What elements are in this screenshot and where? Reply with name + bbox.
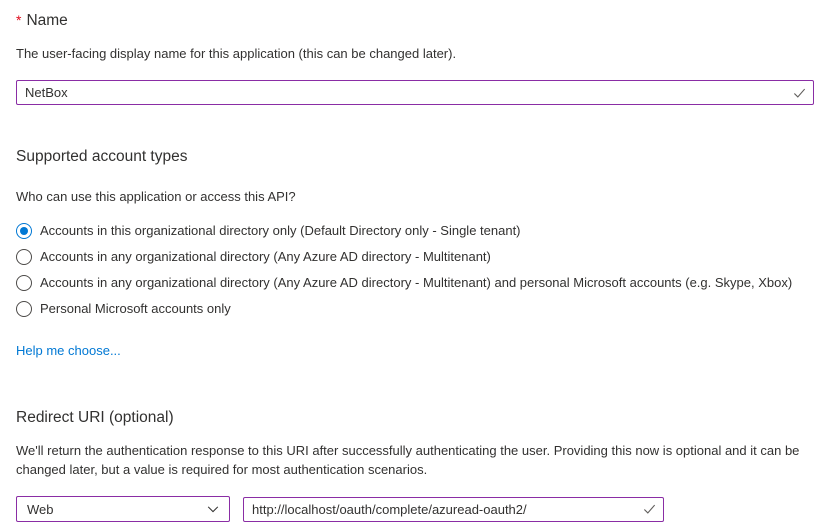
radio-option-label: Personal Microsoft accounts only [40, 301, 231, 316]
account-types-heading: Supported account types [16, 148, 188, 165]
redirect-uri-input-container [243, 497, 664, 522]
radio-option-label: Accounts in this organizational directory only (Default Directory only - Single tenant) [40, 223, 521, 238]
platform-select[interactable] [16, 496, 230, 522]
radio-option-single-tenant[interactable] [16, 218, 814, 244]
account-types-question: Who can use this application or access this API? [16, 189, 296, 204]
redirect-uri-input[interactable] [243, 497, 664, 522]
radio-option-label: Accounts in any organizational directory (Any Azure AD directory - Multitenant) [40, 249, 491, 264]
radio-option-multitenant[interactable] [16, 244, 814, 270]
radio-button-icon [16, 301, 32, 317]
radio-button-icon [16, 223, 32, 239]
name-description: The user-facing display name for this application (this can be changed later). [16, 46, 457, 61]
name-input[interactable] [16, 80, 814, 105]
redirect-uri-row [16, 496, 814, 522]
name-label: Name [26, 12, 68, 29]
platform-select-value: Web [27, 501, 54, 517]
radio-button-icon [16, 249, 32, 265]
radio-option-multitenant-personal[interactable] [16, 270, 814, 296]
redirect-uri-description: We'll return the authentication response to this URI after successfully authenticating the user. Providing this now is optional and it can be changed later, but a value is required for most authentication scenarios. [16, 443, 800, 477]
radio-option-label: Accounts in any organizational directory (Any Azure AD directory - Multitenant) and personal Microsoft accounts (e.g. Skype, Xbox) [40, 275, 793, 290]
required-asterisk: * [16, 12, 22, 28]
chevron-down-icon [206, 502, 220, 516]
name-section-heading [16, 11, 814, 30]
redirect-uri-heading: Redirect URI (optional) [16, 409, 174, 426]
help-me-choose-link[interactable]: Help me choose... [16, 343, 121, 358]
radio-option-personal-only[interactable] [16, 296, 814, 322]
account-types-radio-group [16, 218, 814, 322]
radio-button-icon [16, 275, 32, 291]
name-input-container [16, 80, 814, 105]
